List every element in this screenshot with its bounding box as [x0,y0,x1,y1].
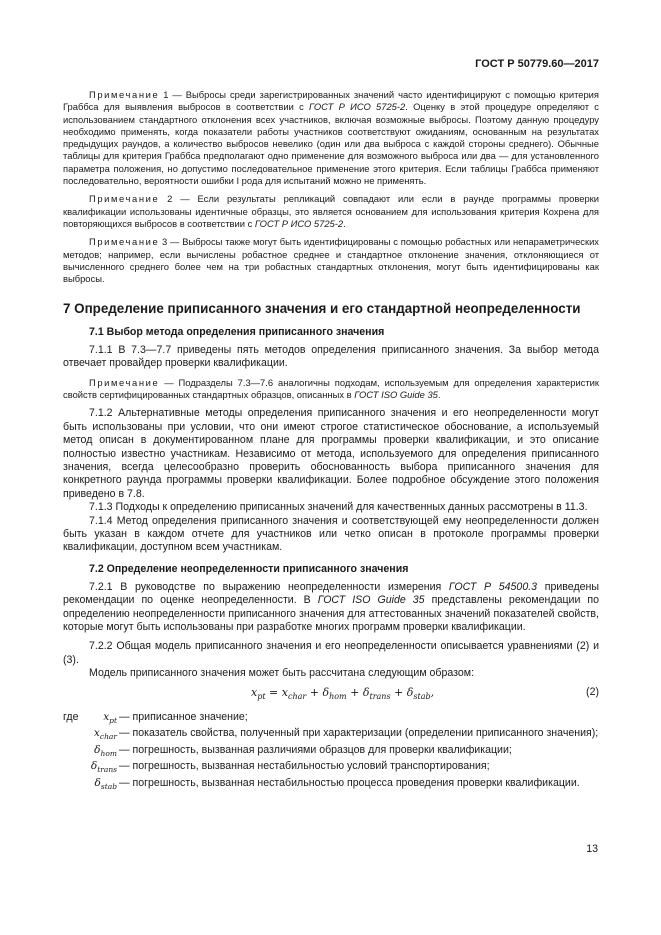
symbol-subscript: char [99,732,117,742]
definition-text: — погрешность, вызванная нестабильностью условий транспортирования; [119,760,490,773]
equation-operator: + [390,685,407,699]
note-text: . [437,389,441,401]
note-text: . Оценку в этой процедуре определяют с использованием стандартного отклонения всех участников, включая возможные выбросы. Поэтому данную процедуру необходимо применять, когда показатели работы участников соответствуют ожиданиям, основанным на результатах предыдущих раундов, а количество выбросов невелико (один или два выброса с каждой стороны среднего). Обычные таблицы для критерия Граббса предполагают одно применение для возможного выброса или два — для установленного параметра положения, но допустимо последовательное применение этого критерия. Если таблицы Граббса применяют последовательно, вероятности ошибки I рода для испытаний можно не применять. [63,101,599,187]
paragraph-text: 7.2.1 В руководстве по выражению неопределенности измерения [89,580,449,593]
equation-symbol: δ [322,685,330,699]
definition-spacer [63,744,87,761]
note-number: 3 — [159,236,183,248]
definition-spacer [63,760,87,777]
symbol-base: x [103,710,110,723]
symbol-base: δ [94,743,101,756]
standard-reference: ГОСТ Р ИСО 5725-2 [254,217,344,229]
definition-text: — погрешность, вызванная нестабильностью процесса проведения проверки квалификации. [119,776,580,789]
paragraph-7-1-4: 7.1.4 Метод определения приписанного значения и соответствующей ему неопределенности должен быть указан в каждом отчете для участников или четко описан в протоколе программы проверки квалификации, доступном всем участникам. [63,514,599,554]
definition-row [63,777,599,794]
subsection-7-2-heading: 7.2 Определение неопределенности приписанного значения [89,562,409,575]
note-number: 2 — [159,193,198,205]
document-id-header: ГОСТ Р 50779.60—2017 [475,58,599,70]
definition-text: — погрешность, вызванная различиями образцов для проверки квалификации; [119,743,512,756]
paragraph-7-1-3: 7.1.3 Подходы к определению приписанных значений для качественных данных рассмотрены в 11.3. [89,501,588,514]
definition-text: — показатель свойства, полученный при характеризации (определении приписанного значения); [119,727,599,740]
definition-row [63,744,599,761]
definition-symbol [87,727,119,744]
paragraph-model-intro: Модель приписанного значения может быть рассчитана следующим образом: [89,667,475,680]
equation-subscript: trans [369,691,391,701]
equation-number: (2) [586,685,599,698]
paragraph-7-1-1: 7.1.1 В 7.3—7.7 приведены пять методов определения приписанного значения. За выбор метода отвечает провайдер проверки квалификации. [63,343,599,370]
definition-row [63,727,599,744]
equation-operator: , [430,685,435,699]
paragraph-7-1-2: 7.1.2 Альтернативные методы определения приписанного значения и его неопределенности могут быть использованы при условии, что они имеют строгое статистическое обоснование, а используемый метод описан в документированном плане для программы проверки квалификации, и это описание полностью известно участникам. Независимо от метода, используемого для определения приписанного значения, всегда целесообразно проверить обоснованность выбора приписанного значения для конкретного раунда программы проверки квалификации. Более подробное обсуждение этого положения приведено в 7.8. [63,407,599,500]
equation-subscript: char [288,691,307,701]
symbol-subscript: hom [100,748,117,758]
definition-row [63,711,599,728]
symbol-subscript: stab [100,781,117,791]
equation-symbol: x [281,685,288,699]
page-number: 13 [586,843,598,855]
note-2 [63,193,599,230]
symbol-subscript: pt [109,715,117,725]
definition-spacer [63,777,87,794]
note-label: Примечание [89,193,160,205]
paragraph-text: приведены рекомендации по оценке неопределенности. В [63,580,599,607]
standard-reference: ГОСТ ISO Guide 35 [317,594,425,607]
equation-symbol: δ [406,685,414,699]
section-7-heading: 7 Определение приписанного значения и его стандартной неопределенности [63,301,581,317]
equation-operator: + [306,685,323,699]
equation-symbol: δ [362,685,370,699]
note-3 [63,236,599,285]
symbol-base: δ [94,776,101,789]
equation-operator: = [265,685,282,699]
equation-subscript: pt [257,691,266,701]
note-label: Примечание [89,236,160,248]
equation-subscript: stab [413,691,431,701]
subsection-7-1-heading: 7.1 Выбор метода определения приписанного значения [89,325,385,338]
equation-subscript: hom [329,691,347,701]
note-number: 1 — [159,89,186,100]
note-text: Выбросы также могут быть идентифицированы с помощью робастных или непараметрических методов; например, если вычислены робастное среднее и стандартное отклонение значения, отклоняющиеся от вычисленного среднего более чем на три робастных стандартных отклонения, могут быть идентифицированы как выбросы. [63,236,599,285]
standard-reference: ГОСТ ISO Guide 35 [354,389,438,401]
where-label: где [63,710,79,723]
symbol-subscript: trans [97,765,117,775]
note-text: — Подразделы 7.3—7.6 аналогичны подходам, используемым для определения характеристик свойств сертифицированных стандартных образцов, описанных в [63,376,599,401]
definition-symbol [87,711,119,728]
note-1 [63,89,599,187]
definition-symbol [87,777,119,794]
note-text: Выбросы среди зарегистрированных значений часто идентифицируют с помощью критерия Граббса для выявления выбросов в соответствии с [63,89,599,113]
equation-operator: + [346,685,363,699]
note-label: Примечание [89,376,160,388]
standard-reference: ГОСТ Р 54500.3 [448,580,538,593]
note-text: . [343,217,346,229]
definition-spacer [63,727,87,744]
note-text: Если результаты репликаций совпадают или если в раунде программы проверки квалификации использованы идентичные образцы, это является основанием для использования критерия Кохрена для повторяющихся выбросов в соответствии с [63,193,600,229]
note-label: Примечание [89,89,160,100]
equation-symbol: x [251,685,258,699]
equation-2 [63,683,599,705]
paragraph-7-2-2: 7.2.2 Общая модель приписанного значения и его неопределенности описывается уравнениями (2) и (3). [63,640,599,666]
symbol-definitions [63,711,599,794]
paragraph-7-2-1 [63,581,599,635]
paragraph-text: представлены рекомендации по определению неопределенности приписанного значения для аттестованных значений показателей свойств, которые могут быть использованы при разработке многих программ проверки квалификации. [63,594,600,634]
equation-formula [251,686,434,701]
symbol-base: δ [90,760,98,773]
standard-reference: ГОСТ Р ИСО 5725-2 [309,101,406,113]
definition-text: — приписанное значение; [119,710,248,723]
note-7-1 [63,377,599,402]
definition-symbol [87,744,119,761]
page-content [63,89,599,793]
definition-row [63,760,599,777]
definition-symbol [87,760,119,777]
symbol-base: x [93,727,100,740]
